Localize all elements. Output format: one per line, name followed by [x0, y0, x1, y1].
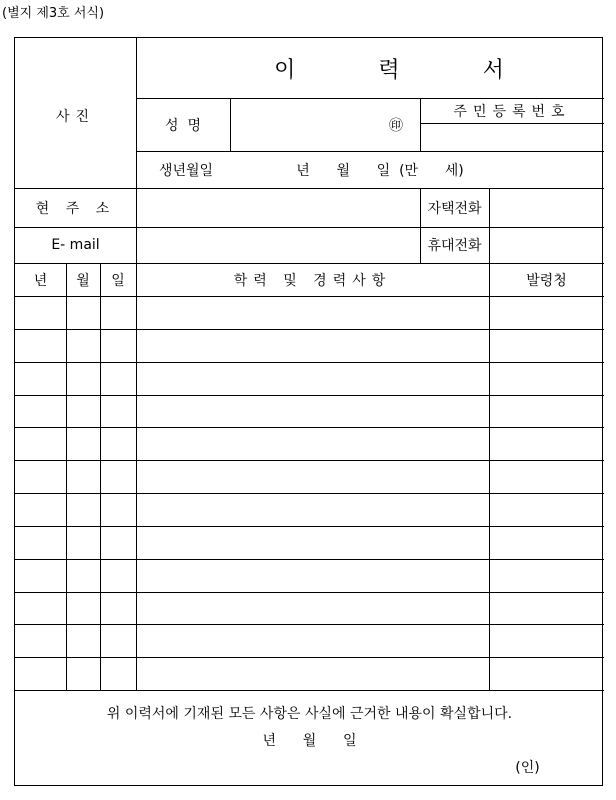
home-phone-label: 자택전화 — [427, 200, 482, 217]
row-cell-history[interactable] — [137, 494, 488, 525]
row-cell-day[interactable] — [101, 396, 135, 427]
row-line — [15, 526, 604, 527]
row-cell-history[interactable] — [137, 593, 488, 624]
row-line — [15, 559, 604, 560]
header-history: 학력 및 경력사항 — [233, 272, 392, 289]
row-line — [15, 657, 604, 658]
table-row — [15, 592, 604, 625]
row-cell-issuer[interactable] — [490, 297, 603, 328]
table-row — [15, 493, 604, 526]
mobile-phone-field[interactable] — [490, 228, 603, 262]
row-cell-day[interactable] — [101, 461, 135, 492]
table-row — [15, 559, 604, 592]
row-cell-year[interactable] — [16, 593, 65, 624]
header-year: 년 — [33, 272, 48, 289]
row-cell-month[interactable] — [67, 461, 99, 492]
form-title: 이 력 서 — [274, 57, 542, 83]
row-cell-year[interactable] — [16, 658, 65, 689]
row-cell-history[interactable] — [137, 363, 488, 394]
email-field[interactable] — [137, 228, 419, 262]
row-line — [15, 362, 604, 363]
resident-number-label: 주민등록번호 — [453, 103, 571, 120]
name-label: 성 명 — [165, 117, 201, 134]
birth-date-label: 생년월일 — [158, 162, 214, 179]
email-label: E- mail — [51, 237, 100, 253]
row-cell-issuer[interactable] — [490, 658, 603, 689]
row-cell-issuer[interactable] — [490, 494, 603, 525]
row-cell-history[interactable] — [137, 428, 488, 459]
row-cell-year[interactable] — [16, 494, 65, 525]
row-cell-history[interactable] — [137, 625, 488, 656]
row-cell-history[interactable] — [137, 527, 488, 558]
row-cell-month[interactable] — [67, 494, 99, 525]
birth-date-fields[interactable]: 년 월 일 (만 세) — [296, 162, 464, 179]
declaration-text: 위 이력서에 기재된 모든 사항은 사실에 근거한 내용이 확실합니다. — [106, 706, 513, 722]
row-cell-issuer[interactable] — [490, 363, 603, 394]
row-cell-day[interactable] — [101, 363, 135, 394]
row-cell-month[interactable] — [67, 428, 99, 459]
row-cell-day[interactable] — [101, 428, 135, 459]
row-cell-month[interactable] — [67, 593, 99, 624]
resume-form — [14, 37, 603, 786]
declaration-date[interactable]: 년 월 일 — [262, 733, 357, 749]
home-phone-field[interactable] — [490, 189, 603, 226]
row-cell-year[interactable] — [16, 297, 65, 328]
row-cell-issuer[interactable] — [490, 593, 603, 624]
row-cell-year[interactable] — [16, 330, 65, 361]
table-row — [15, 526, 604, 559]
row-cell-history[interactable] — [137, 658, 488, 689]
row-cell-issuer[interactable] — [490, 527, 603, 558]
row-cell-year[interactable] — [16, 461, 65, 492]
row-cell-issuer[interactable] — [490, 560, 603, 591]
header-day: 일 — [111, 272, 125, 289]
row-cell-issuer[interactable] — [490, 330, 603, 361]
table-row — [15, 395, 604, 428]
row-cell-month[interactable] — [67, 396, 99, 427]
row-cell-day[interactable] — [101, 658, 135, 689]
row-line — [15, 690, 604, 691]
mobile-phone-label: 휴대전화 — [427, 238, 482, 254]
row-cell-history[interactable] — [137, 396, 488, 427]
row-cell-year[interactable] — [16, 396, 65, 427]
row-cell-month[interactable] — [67, 658, 99, 689]
row-cell-day[interactable] — [101, 297, 135, 328]
row-cell-issuer[interactable] — [490, 396, 603, 427]
row-cell-year[interactable] — [16, 560, 65, 591]
form-number-caption: (별지 제3호 서식) — [2, 6, 105, 21]
table-row — [15, 362, 604, 395]
row-cell-day[interactable] — [101, 330, 135, 361]
row-line — [15, 592, 604, 593]
table-row — [15, 427, 604, 460]
header-month: 월 — [76, 272, 90, 289]
row-cell-year[interactable] — [16, 428, 65, 459]
row-cell-day[interactable] — [101, 593, 135, 624]
row-cell-year[interactable] — [16, 625, 65, 656]
table-row — [15, 657, 604, 690]
row-line — [15, 427, 604, 428]
header-issuer: 발령청 — [526, 272, 567, 289]
seal-mark: ㊞ — [389, 117, 403, 134]
row-cell-history[interactable] — [137, 461, 488, 492]
row-line — [15, 493, 604, 494]
row-cell-month[interactable] — [67, 363, 99, 394]
signature-mark[interactable]: (인) — [515, 760, 540, 776]
row-cell-month[interactable] — [67, 330, 99, 361]
row-cell-day[interactable] — [101, 560, 135, 591]
address-label: 현 주 소 — [35, 200, 116, 217]
row-cell-issuer[interactable] — [490, 428, 603, 459]
row-cell-history[interactable] — [137, 330, 488, 361]
table-row — [15, 624, 604, 657]
table-row — [15, 460, 604, 493]
row-cell-history[interactable] — [137, 297, 488, 328]
row-line — [15, 395, 604, 396]
row-cell-issuer[interactable] — [490, 625, 603, 656]
row-line — [15, 624, 604, 625]
table-row — [15, 329, 604, 362]
row-cell-day[interactable] — [101, 527, 135, 558]
resident-number-field[interactable] — [421, 124, 603, 150]
row-cell-month[interactable] — [67, 560, 99, 591]
address-field[interactable] — [137, 189, 419, 226]
row-cell-day[interactable] — [101, 625, 135, 656]
row-cell-year[interactable] — [16, 363, 65, 394]
row-line — [15, 329, 604, 330]
row-cell-history[interactable] — [137, 560, 488, 591]
row-cell-year[interactable] — [16, 527, 65, 558]
row-cell-month[interactable] — [67, 625, 99, 656]
row-cell-issuer[interactable] — [490, 461, 603, 492]
row-cell-day[interactable] — [101, 494, 135, 525]
table-row — [15, 296, 604, 329]
photo-label: 사진 — [55, 108, 96, 125]
row-cell-month[interactable] — [67, 527, 99, 558]
row-line — [15, 460, 604, 461]
row-cell-month[interactable] — [67, 297, 99, 328]
